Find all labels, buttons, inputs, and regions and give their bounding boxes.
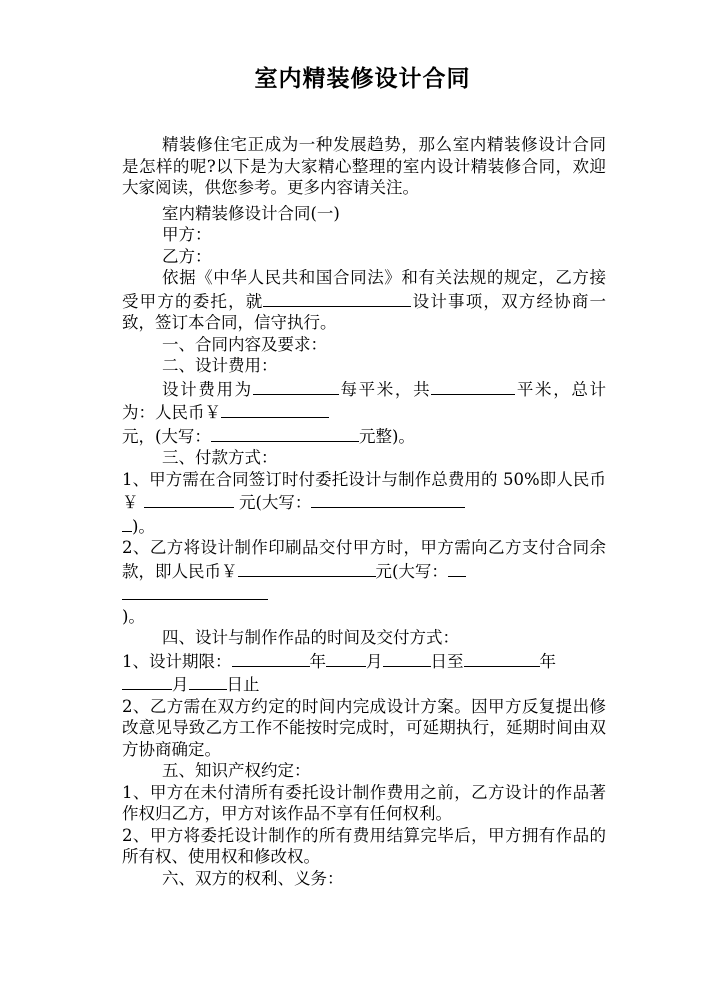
blank-payment-2-words-cont xyxy=(122,582,268,600)
year-label: 年 xyxy=(309,651,326,671)
payment-1-text: 1、甲方需在合同签订时付委托设计与制作总费用的 50%即人民币 ￥ xyxy=(122,469,606,512)
blank-payment-1-amount xyxy=(144,490,234,508)
blank-total-words xyxy=(211,424,359,442)
fee-paragraph xyxy=(122,377,606,448)
time-1-paragraph xyxy=(122,649,606,696)
blank-payment-2-amount xyxy=(238,559,376,577)
blank-end-day xyxy=(189,672,227,690)
blank-end-month xyxy=(122,672,172,690)
basis-text-end: 设计事项，双方经协商一致，签订本合同，信守执行。 xyxy=(122,291,607,332)
contract-heading: 室内精装修设计合同(一) xyxy=(162,203,340,223)
blank-total-amount xyxy=(221,400,329,418)
day-to-label: 日至 xyxy=(430,651,464,671)
total-text-3: 元整)。 xyxy=(358,426,415,446)
document-title: 室内精装修设计合同 xyxy=(254,66,471,92)
section-1-heading: 一、合同内容及要求： xyxy=(162,334,327,354)
fee-text-2: 每平米，共 xyxy=(338,379,432,399)
blank-payment-2-words xyxy=(448,559,466,577)
fee-text-3: 平米， xyxy=(515,379,572,399)
section-3-heading: 三、付款方式： xyxy=(162,448,278,467)
total-text-2: 元，(大写： xyxy=(122,426,211,446)
basis-text: 依据《中华人民共和国合同法》和有关法规的规定，乙方接受甲方的委托，就 xyxy=(122,268,606,311)
payment-1-text-3: )。 xyxy=(132,516,155,536)
party-b-line: 乙方： xyxy=(162,246,212,266)
fee-text: 设计费用为 xyxy=(162,379,253,399)
blank-start-year xyxy=(232,649,310,667)
payment-2-text: 2、乙方将设计制作印刷品交付甲方时，甲方需向乙方支付合同余款，即人民币￥ xyxy=(122,538,606,581)
blank-area xyxy=(431,377,515,395)
section-5-heading: 五、知识产权约定： xyxy=(162,761,311,780)
ip-1-paragraph: 1、甲方在未付清所有委托设计制作费用之前，乙方设计的作品著作权归乙方，甲方对该作品不享有任何权利。 xyxy=(122,782,606,823)
payment-2-text-2: 元(大写： xyxy=(375,561,448,581)
party-a-line: 甲方： xyxy=(162,225,212,244)
ip-2-paragraph: 2、甲方将委托设计制作的所有费用结算完毕后，甲方拥有作品的所有权、使用权和修改权。 xyxy=(122,825,606,866)
section-6-heading: 六、双方的权利、义务： xyxy=(162,868,344,888)
end-label: 日止 xyxy=(226,675,260,694)
payment-2-text-3: )。 xyxy=(122,606,145,626)
blank-start-day xyxy=(383,649,431,667)
intro-paragraph: 精装修住宅正成为一种发展趋势，那么室内精装修设计合同是怎样的呢?以下是为大家精心整理的室内设计精装修合同，欢迎大家阅读，供您参考。更多内容请关注。 xyxy=(122,135,606,197)
blank-start-month xyxy=(326,649,366,667)
document-body xyxy=(122,134,606,889)
payment-1-paragraph xyxy=(122,469,606,538)
blank-design-item xyxy=(263,289,411,307)
blank-unit-price xyxy=(253,377,339,395)
payment-2-paragraph xyxy=(122,537,606,627)
time-2-paragraph: 2、乙方需在双方约定的时间内完成设计方案。因甲方反复提出修改意见导致乙方工作不能按时完成时，可延期执行，延期时间由双方协商确定。 xyxy=(122,696,606,759)
basis-paragraph xyxy=(122,267,606,334)
total-text: 总计为：人民币￥ xyxy=(122,379,606,422)
section-4-heading: 四、设计与制作作品的时间及交付方式： xyxy=(162,628,459,647)
payment-1-text-2: 元(大写： xyxy=(233,493,312,512)
year-label-2: 年 xyxy=(539,651,556,671)
month-label-2: 月 xyxy=(172,675,189,694)
blank-end-year xyxy=(464,649,540,667)
month-label: 月 xyxy=(366,651,383,671)
section-2-heading: 二、设计费用： xyxy=(162,356,278,375)
time-1-text: 1、设计期限： xyxy=(122,651,232,671)
blank-payment-1-words-cont xyxy=(122,514,132,532)
blank-payment-1-words xyxy=(311,490,465,508)
